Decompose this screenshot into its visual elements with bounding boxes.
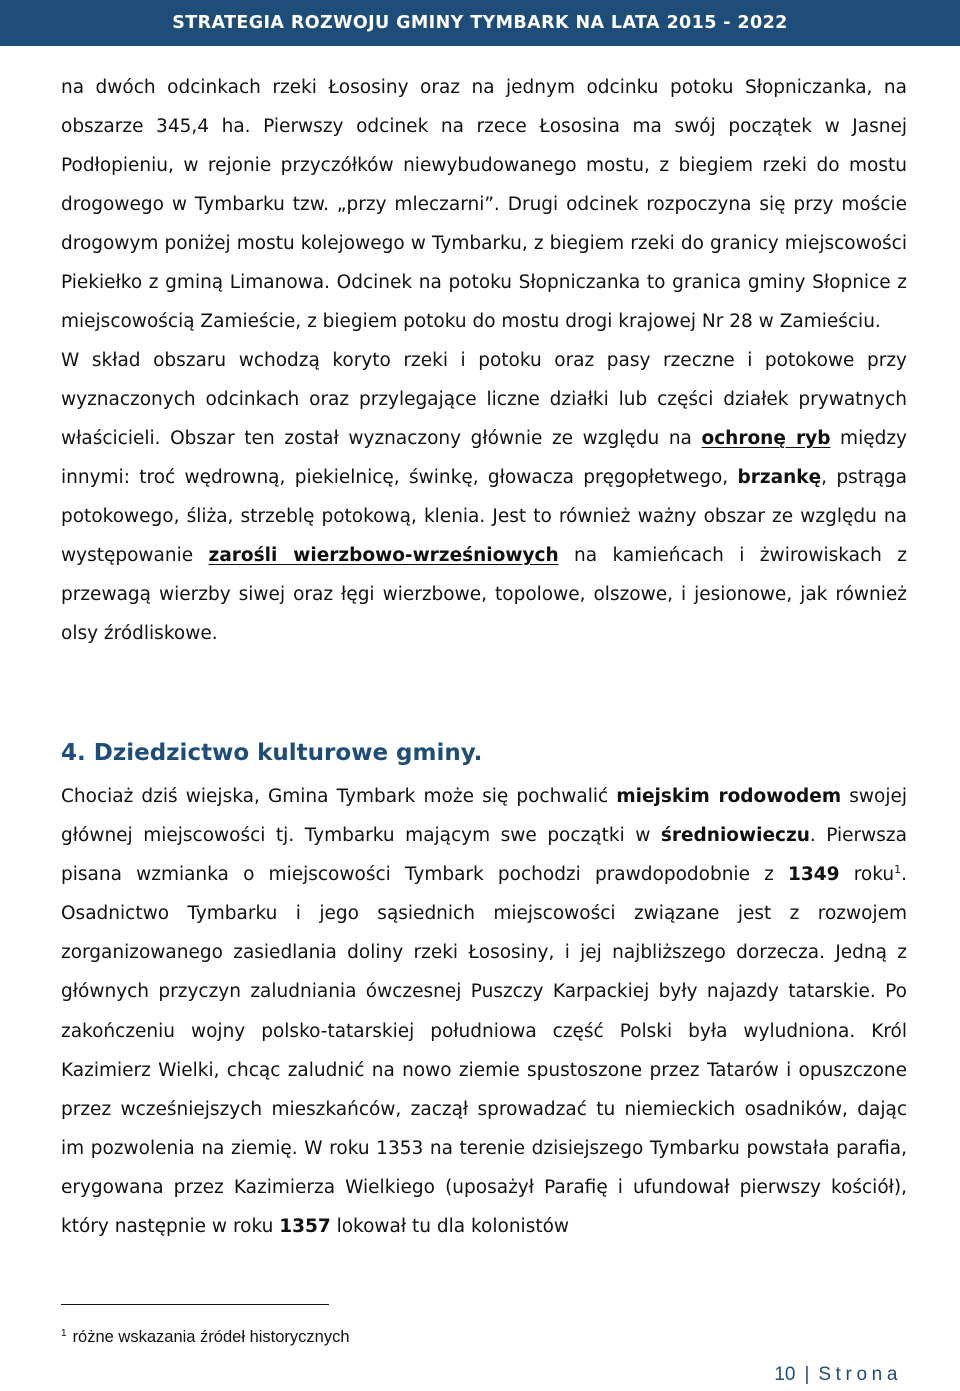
page-label: Strona xyxy=(818,1364,902,1385)
footnote xyxy=(61,1326,761,1348)
paragraph-history: Chociaż dziś wiejska, Gmina Tymbark może się pochwalić miejskim rodowodem swojej głównej miejscowości tj. Tymbarku mającym swe początki w średniowieczu. Pierwsza pisana wzmianka o miejscowości Tymbark pochodzi prawdopodobnie z 1349 roku$^1$. Osadnictwo Tymbarku i jego sąsiednich miejscowości związane jest z rozwojem zorganizowanego zasiedlania doliny rzeki Łososiny, i jej najbliższego dorzecza. Jedną z głównych przyczyn zaludniania ówczesnej Puszczy Karpackiej były najazdy tatarskie. Po zakończeniu wojny polsko-tatarskiej południowa część Polski była wyludniona. Król Kazimierz Wielki, chcąc zaludnić na nowo ziemie spustoszone przez Tatarów i opuszczone przez wcześniejszych mieszkańców, zaczął sprowadzać tu niemieckich osadników, dając im pozwolenia na ziemię. W roku 1353 na terenie dzisiejszego Tymbarku powstała parafia, erygowana przez Kazimierza Wielkiego (uposażył Parafię i ufundował pierwszy kościół), który następnie w roku 1357 lokował tu dla kolonistów xyxy=(61,786,907,1238)
bold-term-brzanka: brzankę xyxy=(737,467,822,488)
footnote-number: 1 xyxy=(61,1328,67,1339)
document-header xyxy=(0,0,960,46)
bold-year-1349: 1349 xyxy=(788,864,840,886)
bold-term-middle-ages: średniowieczu xyxy=(660,825,810,847)
footnote-divider xyxy=(61,1304,329,1305)
underlined-term-fish-protection: ochronę ryb xyxy=(701,428,831,449)
footnote-reference[interactable]: 1 xyxy=(894,863,902,877)
page-footer xyxy=(774,1364,902,1386)
bold-year-1357: 1357 xyxy=(279,1216,331,1238)
bold-term-urban-origin: miejskim rodowodem xyxy=(616,786,842,807)
paragraph-nature-reserve-description: na dwóch odcinkach rzeki Łososiny oraz na jednym odcinku potoku Słopniczanka, na obszarze 345,4 ha. Pierwszy odcinek na rzece Łososina ma swój początek w Jasnej Podłopieniu, w rejonie przyczółków niewybudowanego mostu, z biegiem rzeki do mostu drogowego w Tymbarku tzw. „przy mleczarni”. Drugi odcinek rozpoczyna się przy moście drogowym poniżej mostu kolejowego w Tymbarku, z biegiem rzeki do granicy miejscowości Piekiełko z gminą Limanowa. Odcinek na potoku Słopniczanka to granica gminy Słopnice z miejscowością Zamieście, z biegiem potoku do mostu drogi krajowej Nr 28 w Zamieściu. xyxy=(61,77,907,332)
body-text-top xyxy=(61,68,907,653)
page-separator: | xyxy=(804,1364,810,1385)
underlined-term-willow-thickets: zarośli wierzbowo-wrześniowych xyxy=(208,545,559,566)
paragraph-area-composition: W skład obszaru wchodzą koryto rzeki i potoku oraz pasy rzeczne i potokowe przy wyznaczonych odcinkach oraz przylegające liczne działki lub części działek prywatnych właścicieli. Obszar ten został wyznaczony głównie ze względu na ochronę ryb między innymi: troć wędrowną, piekielnicę, świnkę, głowacza pręgopłetwego, brzankę, pstrąga potokowego, śliża, strzeblę potokową, klenia. Jest to również ważny obszar ze względu na występowanie zarośli wierzbowo-wrześniowych na kamieńcach i żwirowiskach z przewagą wierzby siwej oraz łęgi wierzbowe, topolowe, olszowe, i jesionowe, jak również olsy źródliskowe. xyxy=(61,350,908,644)
header-title: STRATEGIA ROZWOJU GMINY TYMBARK NA LATA 2015 - 2022 xyxy=(172,13,788,33)
page-number: 10 xyxy=(774,1364,796,1385)
body-text-cultural-heritage xyxy=(61,777,907,1246)
footnote-text: różne wskazania źródeł historycznych xyxy=(72,1328,350,1346)
section-heading: 4. Dziedzictwo kulturowe gminy. xyxy=(61,740,483,766)
